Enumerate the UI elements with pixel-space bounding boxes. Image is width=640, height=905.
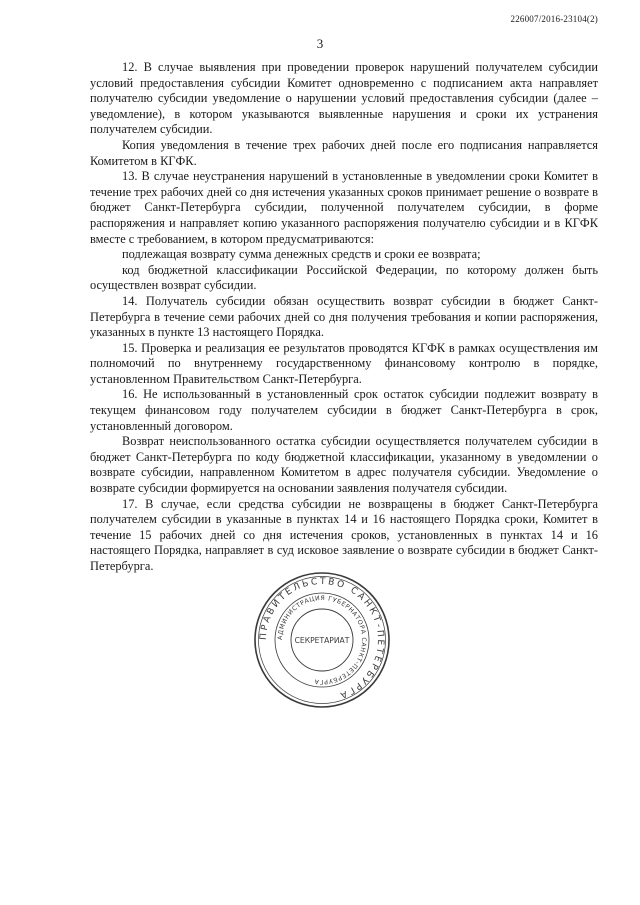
page-number: 3 <box>316 36 324 51</box>
document-id: 226007/2016-23104(2) <box>510 14 598 24</box>
document-body <box>90 60 598 575</box>
paragraph-12: 12. В случае выявления при проведении проверок нарушений получателем субсидии условий предоставления субсидии Комитет одновременно с подписанием акта направляет получателю субсидии уведомление о нарушении условий предоставления субсидии (далее – уведомление), в котором указываются выявленные нарушения и сроки их устранения получателем субсидии. <box>90 60 598 137</box>
seal-inner-text: АДМИНИСТРАЦИЯ ГУБЕРНАТОРА САНКТ-ПЕТЕРБУРГА <box>276 594 368 686</box>
paragraph-16: 16. Не использованный в установленный срок остаток субсидии подлежит возврату в текущем финансовом году получателем субсидии в бюджет Санкт-Петербурга в срок, установленный договором. <box>90 387 598 433</box>
paragraph-13-item-amount: подлежащая возврату сумма денежных средств и сроки ее возврата; <box>122 247 481 262</box>
paragraph-17: 17. В случае, если средства субсидии не возвращены в бюджет Санкт-Петербурга получателем субсидии в указанные в пунктах 14 и 16 настоящего Порядка сроки, Комитет в течение 15 рабочих дней со дня истечения сроков, установленных в пунктах 14 и 16 настоящего Порядка, направляет в суд исковое заявление о возврате субсидии в бюджет Санкт-Петербурга. <box>90 496 598 573</box>
paragraph-12-copy: Копия уведомления в течение трех рабочих дней после его подписания направляется Комитетом в КГФК. <box>90 137 598 168</box>
paragraph-13-item-code: код бюджетной классификации Российской Федерации, по которому должен быть осуществлен возврат субсидии. <box>90 262 598 293</box>
seal-outer-text: ПРАВИТЕЛЬСТВО САНКТ-ПЕТЕРБУРГА <box>258 576 386 701</box>
paragraph-13: 13. В случае неустранения нарушений в установленные в уведомлении сроки Комитет в течение трех рабочих дней со дня истечения указанных сроков принимает решение о возврате в бюджет Санкт-Петербурга субсидии, полученной получателем субсидии, в форме распоряжения и направляет копию указанного распоряжения получателю субсидии и в КГФК вместе с требованием, в котором предусматриваются: <box>90 169 598 246</box>
seal-center-text: СЕКРЕТАРИАТ <box>294 636 350 645</box>
paragraph-14: 14. Получатель субсидии обязан осуществить возврат субсидии в бюджет Санкт-Петербурга в течение семи рабочих дней со дня получения требования и копии распоряжения, указанных в пункте 13 настоящего Порядка. <box>90 293 598 340</box>
official-seal <box>252 570 392 710</box>
seal-graphic <box>252 570 392 710</box>
paragraph-16-return: Возврат неиспользованного остатка субсидии осуществляется получателем субсидии в бюджет Санкт-Петербурга по коду бюджетной классификации, указанному в уведомлении о возврате субсидии, направленном Комитетом в адрес получателя субсидии. Уведомление о возврате субсидии формируется на основании заявления получателя субсидии. <box>90 434 598 496</box>
paragraph-15: 15. Проверка и реализация ее результатов проводятся КГФК в рамках осуществления им полномочий по внутреннему государственному финансовому контролю в порядке, установленном Правительством Санкт-Петербурга. <box>90 340 598 386</box>
